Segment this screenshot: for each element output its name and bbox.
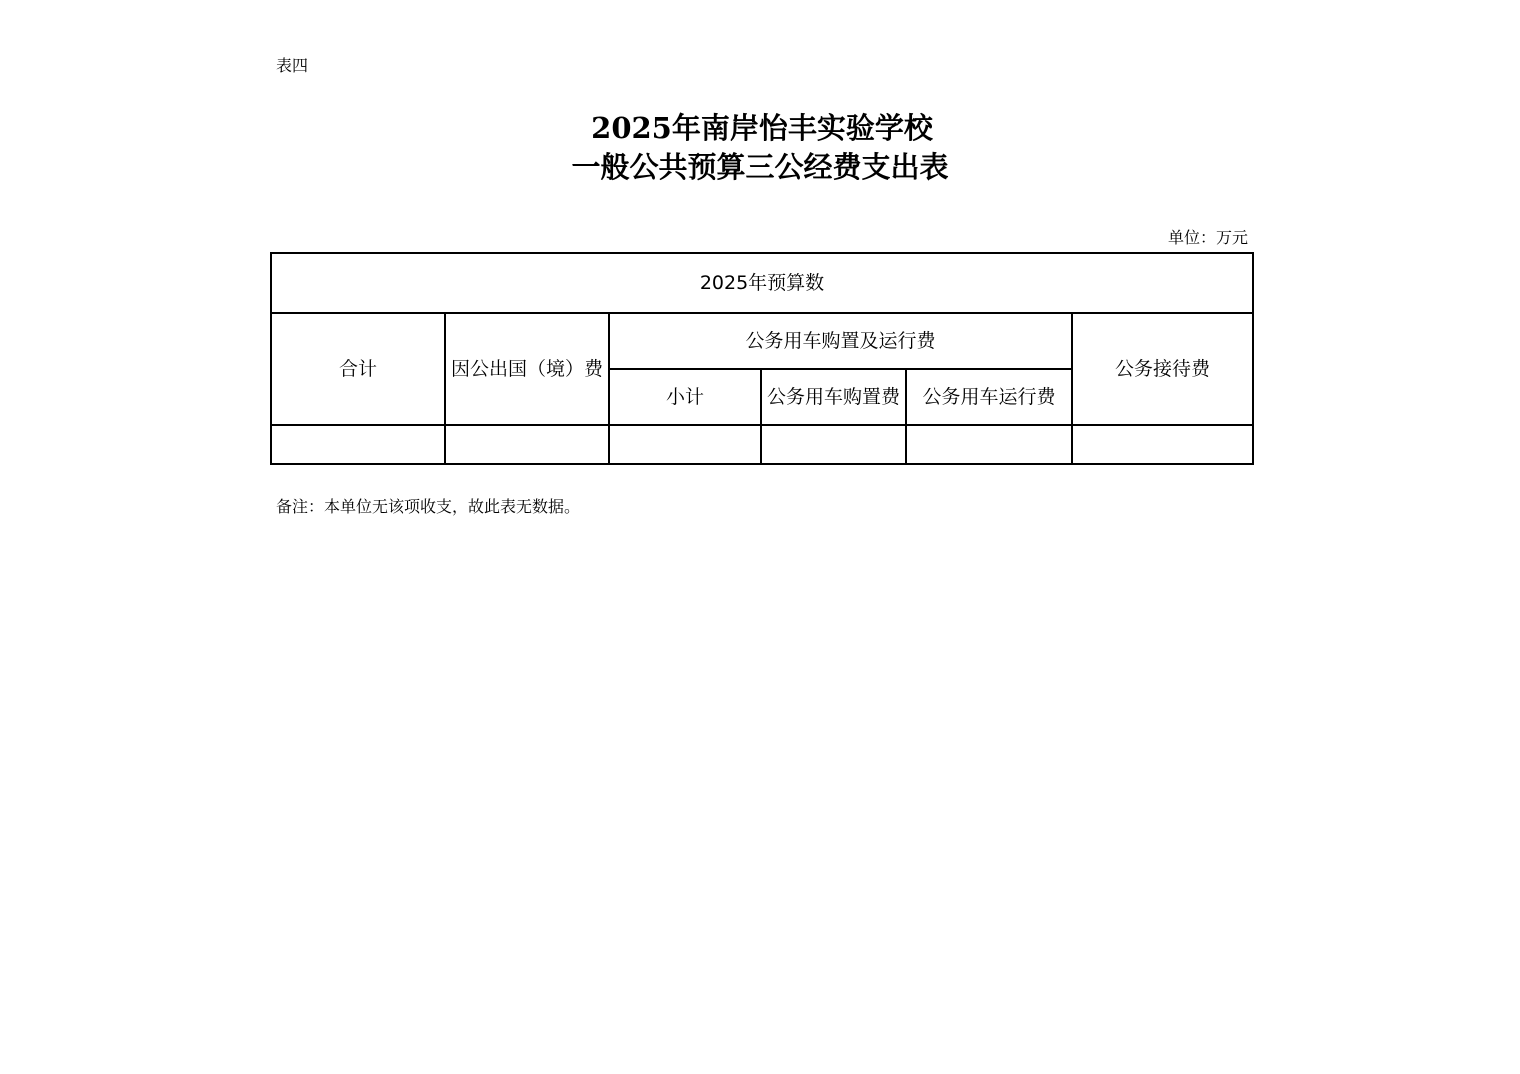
table-column-row-1 bbox=[271, 313, 1253, 369]
cell-vehicle-purchase bbox=[761, 425, 906, 464]
table-header-row bbox=[271, 253, 1253, 313]
page-title-line-2: 一般公共预算三公经费支出表 bbox=[571, 150, 949, 184]
budget-year-header: 2025年预算数 bbox=[271, 253, 1253, 313]
cell-vehicle-operation bbox=[906, 425, 1072, 464]
table-number-label: 表四 bbox=[276, 56, 309, 75]
col-subtotal: 小计 bbox=[609, 369, 761, 425]
table-row bbox=[271, 425, 1253, 464]
col-vehicle-purchase: 公务用车购置费 bbox=[761, 369, 906, 425]
col-vehicle-group: 公务用车购置及运行费 bbox=[609, 313, 1072, 369]
col-reception: 公务接待费 bbox=[1072, 313, 1253, 425]
cell-reception bbox=[1072, 425, 1253, 464]
col-vehicle-operation: 公务用车运行费 bbox=[906, 369, 1072, 425]
cell-subtotal bbox=[609, 425, 761, 464]
footnote: 备注：本单位无该项收支，故此表无数据。 bbox=[276, 497, 581, 516]
budget-table bbox=[270, 252, 1254, 465]
unit-label: 单位：万元 bbox=[1167, 228, 1248, 247]
cell-abroad bbox=[445, 425, 609, 464]
page-title-line-1: 2025年南岸怡丰实验学校 bbox=[591, 111, 933, 145]
cell-total bbox=[271, 425, 445, 464]
col-abroad: 因公出国（境）费 bbox=[445, 313, 609, 425]
col-total: 合计 bbox=[271, 313, 445, 425]
